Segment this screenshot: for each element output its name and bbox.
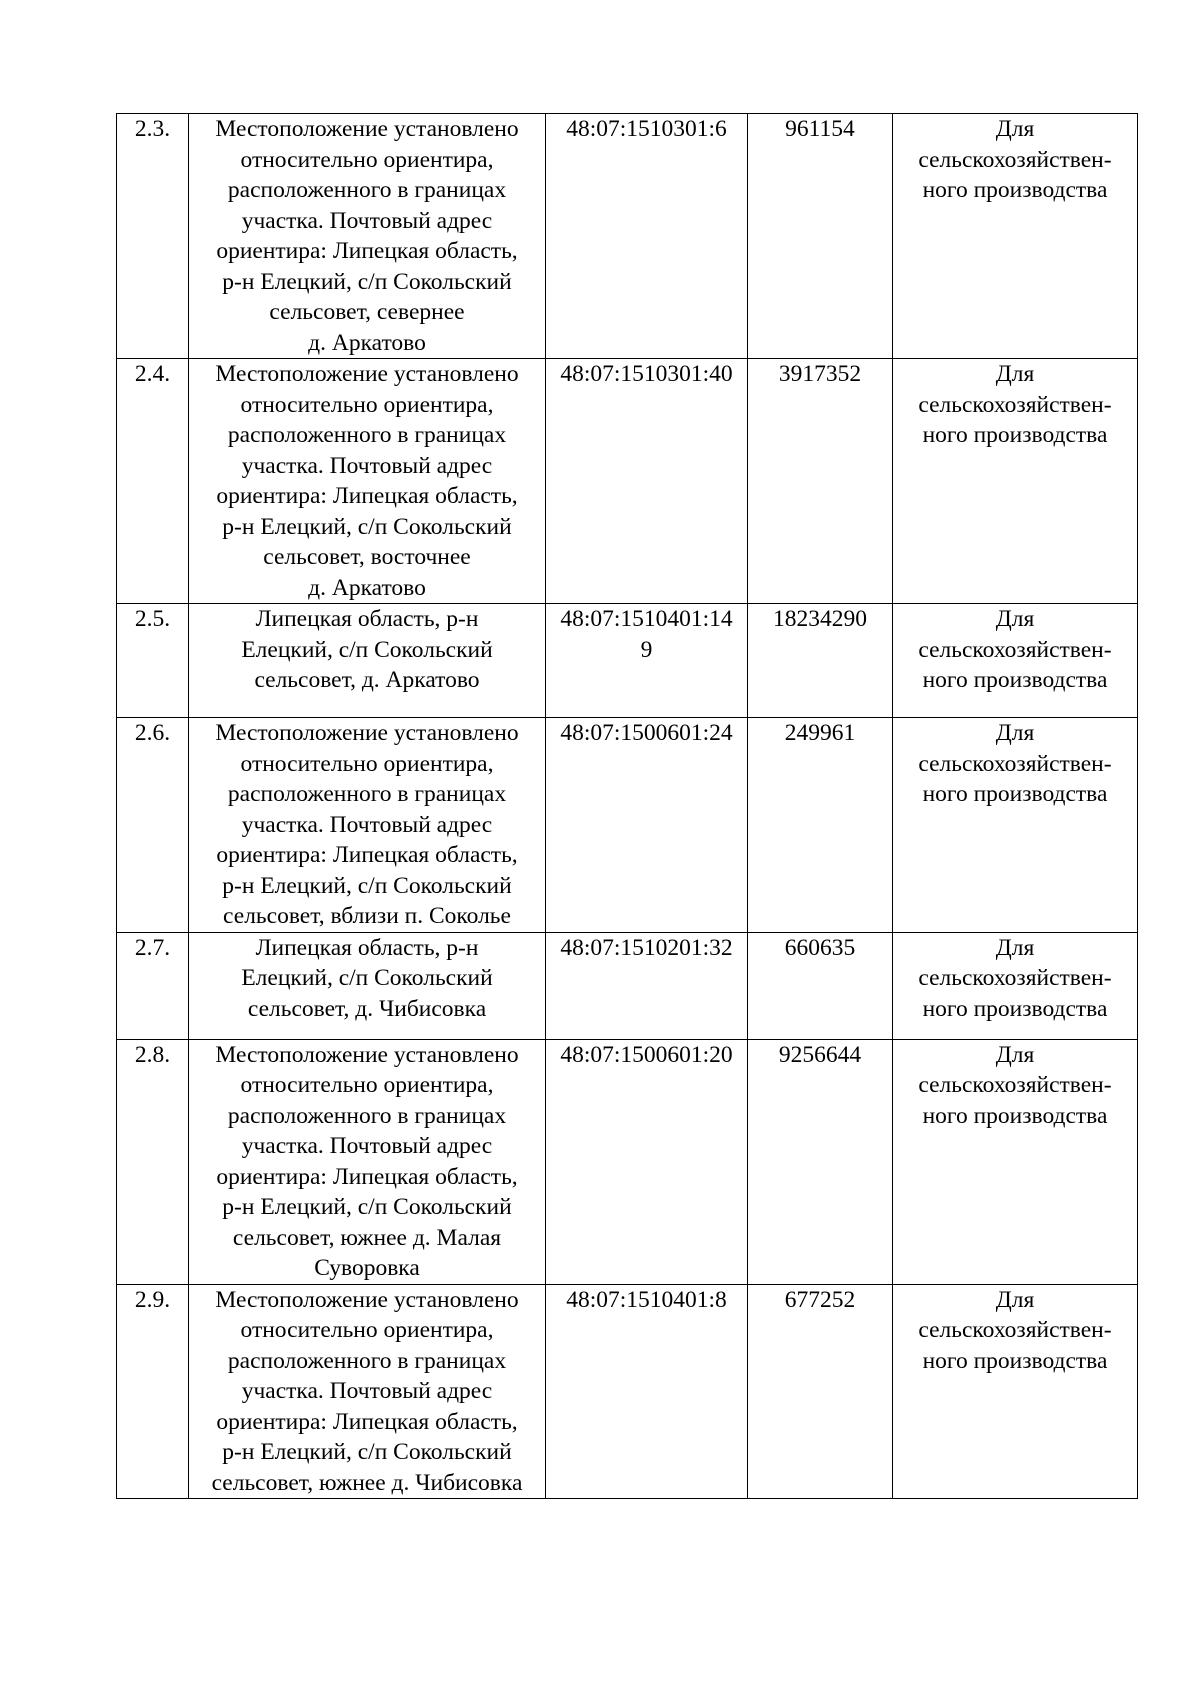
cadastral-number-cell: 48:07:1510301:6 (546, 114, 748, 359)
land-use-cell: Для сельскохозяйствен- ного производства (893, 718, 1138, 933)
cadastral-number-cell: 48:07:1510401:8 (546, 1284, 748, 1499)
row-number: 2.7. (117, 932, 189, 1039)
location-cell: Липецкая область, р-н Елецкий, с/п Сокольский сельсовет, д. Аркатово (189, 604, 546, 718)
row-number: 2.9. (117, 1284, 189, 1499)
table-row (117, 1284, 1138, 1499)
table-row (117, 1039, 1138, 1284)
table-row (117, 604, 1138, 718)
row-number: 2.4. (117, 359, 189, 604)
row-number: 2.6. (117, 718, 189, 933)
table-row (117, 114, 1138, 359)
area-cell: 3917352 (748, 359, 893, 604)
land-plots-table (116, 113, 1138, 1499)
area-cell: 9256644 (748, 1039, 893, 1284)
location-cell: Местоположение установлено относительно ориентира, расположенного в границах участка. Почтовый адрес ориентира: Липецкая область, р-н Елецкий, с/п Сокольский сельсовет, вблизи п. Соколье (189, 718, 546, 933)
area-cell: 660635 (748, 932, 893, 1039)
location-cell: Местоположение установлено относительно ориентира, расположенного в границах участка. Почтовый адрес ориентира: Липецкая область, р-н Елецкий, с/п Сокольский сельсовет, севернее д. Аркатово (189, 114, 546, 359)
cadastral-number-cell: 48:07:1510201:32 (546, 932, 748, 1039)
area-cell: 18234290 (748, 604, 893, 718)
row-number: 2.5. (117, 604, 189, 718)
location-cell: Липецкая область, р-н Елецкий, с/п Сокольский сельсовет, д. Чибисовка (189, 932, 546, 1039)
table-row (117, 718, 1138, 933)
cadastral-number-cell: 48:07:1510401:14 9 (546, 604, 748, 718)
land-use-cell: Для сельскохозяйствен- ного производства (893, 1039, 1138, 1284)
cadastral-number-cell: 48:07:1500601:20 (546, 1039, 748, 1284)
location-cell: Местоположение установлено относительно ориентира, расположенного в границах участка. Почтовый адрес ориентира: Липецкая область, р-н Елецкий, с/п Сокольский сельсовет, южнее д. Малая Суворовка (189, 1039, 546, 1284)
cadastral-number-cell: 48:07:1510301:40 (546, 359, 748, 604)
row-number: 2.3. (117, 114, 189, 359)
land-use-cell: Для сельскохозяйствен- ного производства (893, 604, 1138, 718)
cadastral-number-cell: 48:07:1500601:24 (546, 718, 748, 933)
area-cell: 249961 (748, 718, 893, 933)
land-use-cell: Для сельскохозяйствен- ного производства (893, 932, 1138, 1039)
area-cell: 677252 (748, 1284, 893, 1499)
table-row (117, 932, 1138, 1039)
row-number: 2.8. (117, 1039, 189, 1284)
table-row (117, 359, 1138, 604)
location-cell: Местоположение установлено относительно ориентира, расположенного в границах участка. Почтовый адрес ориентира: Липецкая область, р-н Елецкий, с/п Сокольский сельсовет, южнее д. Чибисовка (189, 1284, 546, 1499)
location-cell: Местоположение установлено относительно ориентира, расположенного в границах участка. Почтовый адрес ориентира: Липецкая область, р-н Елецкий, с/п Сокольский сельсовет, восточнее д. Аркатово (189, 359, 546, 604)
land-use-cell: Для сельскохозяйствен- ного производства (893, 359, 1138, 604)
land-use-cell: Для сельскохозяйствен- ного производства (893, 1284, 1138, 1499)
area-cell: 961154 (748, 114, 893, 359)
land-use-cell: Для сельскохозяйствен- ного производства (893, 114, 1138, 359)
